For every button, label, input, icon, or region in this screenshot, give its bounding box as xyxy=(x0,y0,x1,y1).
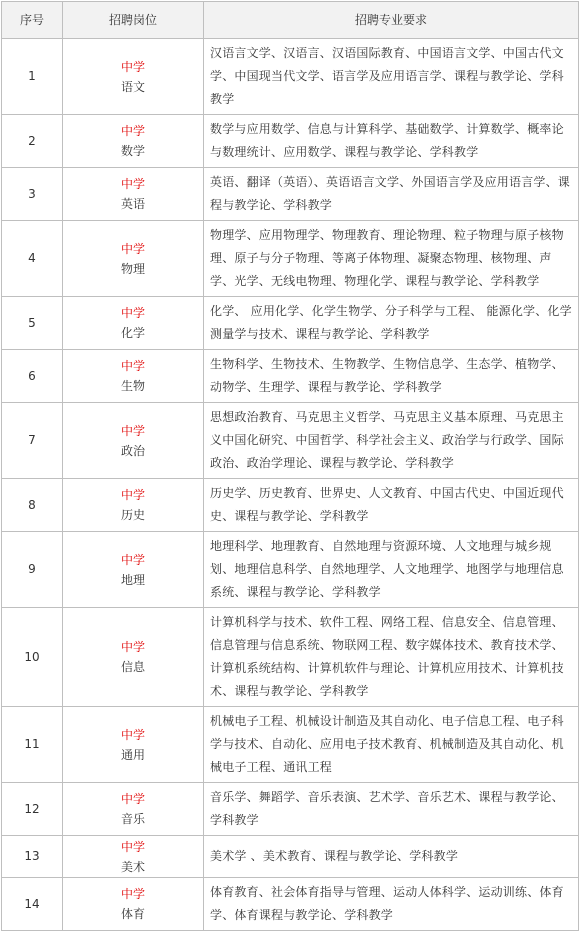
row-position xyxy=(63,350,204,403)
header-requirements: 招聘专业要求 xyxy=(204,2,579,39)
table-row xyxy=(2,532,579,608)
position-subject: 化学 xyxy=(120,326,145,340)
row-number: 9 xyxy=(2,532,63,608)
row-position xyxy=(63,783,204,836)
position-subject: 历史 xyxy=(120,508,145,522)
row-position xyxy=(63,878,204,931)
position-subject: 英语 xyxy=(120,197,145,211)
position-level: 中学 xyxy=(120,306,145,320)
position-level: 中学 xyxy=(120,177,145,191)
row-requirements: 生物科学、生物技术、生物教学、生物信息学、生态学、植物学、动物学、生理学、课程与教学论、学科教学 xyxy=(204,350,579,403)
position-level: 中学 xyxy=(120,423,145,438)
position-level: 中学 xyxy=(120,887,145,901)
row-requirements: 数学与应用数学、信息与计算科学、基础数学、计算数学、概率论与数理统计、应用数学、课程与教学论、学科教学 xyxy=(204,115,579,168)
position-level: 中学 xyxy=(120,124,145,138)
row-requirements: 地理科学、地理教育、自然地理与资源环境、人文地理与城乡规划、地理信息科学、自然地理学、人文地理学、地图学与地理信息系统、课程与教学论、学科教学 xyxy=(204,532,579,608)
row-requirements: 历史学、历史教育、世界史、人文教育、中国古代史、中国近现代史、课程与教学论、学科教学 xyxy=(204,479,579,532)
table-body xyxy=(2,39,579,931)
row-position xyxy=(63,707,204,783)
header-no: 序号 xyxy=(2,2,63,39)
row-number: 1 xyxy=(2,39,63,115)
row-number: 4 xyxy=(2,221,63,297)
table-row xyxy=(2,783,579,836)
row-number: 5 xyxy=(2,297,63,350)
position-subject: 音乐 xyxy=(120,812,145,826)
position-level: 中学 xyxy=(120,727,145,742)
position-level: 中学 xyxy=(120,241,145,256)
position-subject: 政治 xyxy=(120,443,145,458)
row-position xyxy=(63,836,204,878)
row-position xyxy=(63,168,204,221)
row-number: 13 xyxy=(2,836,63,878)
row-number: 11 xyxy=(2,707,63,783)
row-requirements: 汉语言文学、汉语言、汉语国际教育、中国语言文学、中国古代文学、中国现当代文学、语言学及应用语言学、课程与教学论、学科教学 xyxy=(204,39,579,115)
table-row xyxy=(2,350,579,403)
row-number: 6 xyxy=(2,350,63,403)
table-header-row xyxy=(2,2,579,39)
row-requirements: 体育教育、社会体育指导与管理、运动人体科学、运动训练、体育学、体育课程与教学论、学科教学 xyxy=(204,878,579,931)
position-subject: 物理 xyxy=(120,261,145,276)
row-number: 2 xyxy=(2,115,63,168)
row-requirements: 英语、翻译（英语）、英语语言文学、外国语言学及应用语言学、课程与教学论、学科教学 xyxy=(204,168,579,221)
row-requirements: 物理学、应用物理学、物理教育、理论物理、粒子物理与原子核物理、原子与分子物理、等离子体物理、凝聚态物理、核物理、声学、光学、无线电物理、物理化学、课程与教学论、学科教学 xyxy=(204,221,579,297)
row-requirements: 机械电子工程、机械设计制造及其自动化、电子信息工程、电子科学与技术、自动化、应用电子技术教育、机械制造及其自动化、机械电子工程、通讯工程 xyxy=(204,707,579,783)
position-subject: 通用 xyxy=(120,747,145,762)
row-position xyxy=(63,297,204,350)
table-row xyxy=(2,608,579,707)
table-row xyxy=(2,479,579,532)
table-row xyxy=(2,836,579,878)
row-number: 14 xyxy=(2,878,63,931)
position-subject: 美术 xyxy=(120,859,145,874)
table-row xyxy=(2,297,579,350)
row-position xyxy=(63,39,204,115)
table-row xyxy=(2,168,579,221)
position-subject: 体育 xyxy=(120,907,145,921)
table-row xyxy=(2,39,579,115)
position-level: 中学 xyxy=(120,792,145,806)
position-level: 中学 xyxy=(120,359,145,373)
row-requirements: 音乐学、舞蹈学、音乐表演、艺术学、音乐艺术、课程与教学论、学科教学 xyxy=(204,783,579,836)
position-subject: 生物 xyxy=(120,379,145,393)
row-number: 3 xyxy=(2,168,63,221)
row-requirements: 计算机科学与技术、软件工程、网络工程、信息安全、信息管理、信息管理与信息系统、物联网工程、数字媒体技术、教育技术学、计算机系统结构、计算机软件与理论、计算机应用技术、计算机技术、课程与教学论、学科教学 xyxy=(204,608,579,707)
row-requirements: 化学、 应用化学、化学生物学、分子科学与工程、 能源化学、化学测量学与技术、课程与教学论、学科教学 xyxy=(204,297,579,350)
position-level: 中学 xyxy=(120,59,145,74)
position-level: 中学 xyxy=(120,640,145,654)
row-requirements: 美术学 、美术教育、课程与教学论、学科教学 xyxy=(204,836,579,878)
row-position xyxy=(63,115,204,168)
row-position xyxy=(63,403,204,479)
position-subject: 信息 xyxy=(120,660,145,674)
row-requirements: 思想政治教育、马克思主义哲学、马克思主义基本原理、马克思主义中国化研究、中国哲学、科学社会主义、政治学与行政学、国际政治、政治学理论、课程与教学论、学科教学 xyxy=(204,403,579,479)
position-subject: 数学 xyxy=(120,144,145,158)
table-row xyxy=(2,403,579,479)
row-position xyxy=(63,532,204,608)
row-number: 10 xyxy=(2,608,63,707)
table-row xyxy=(2,115,579,168)
table-row xyxy=(2,878,579,931)
row-number: 7 xyxy=(2,403,63,479)
row-number: 8 xyxy=(2,479,63,532)
table-row xyxy=(2,221,579,297)
position-subject: 地理 xyxy=(120,572,145,587)
table-row xyxy=(2,707,579,783)
position-subject: 语文 xyxy=(120,79,145,94)
position-level: 中学 xyxy=(120,488,145,502)
header-position: 招聘岗位 xyxy=(63,2,204,39)
row-position xyxy=(63,608,204,707)
row-position xyxy=(63,479,204,532)
row-number: 12 xyxy=(2,783,63,836)
row-position xyxy=(63,221,204,297)
position-level: 中学 xyxy=(120,839,145,854)
recruitment-table xyxy=(1,1,579,931)
position-level: 中学 xyxy=(120,552,145,567)
